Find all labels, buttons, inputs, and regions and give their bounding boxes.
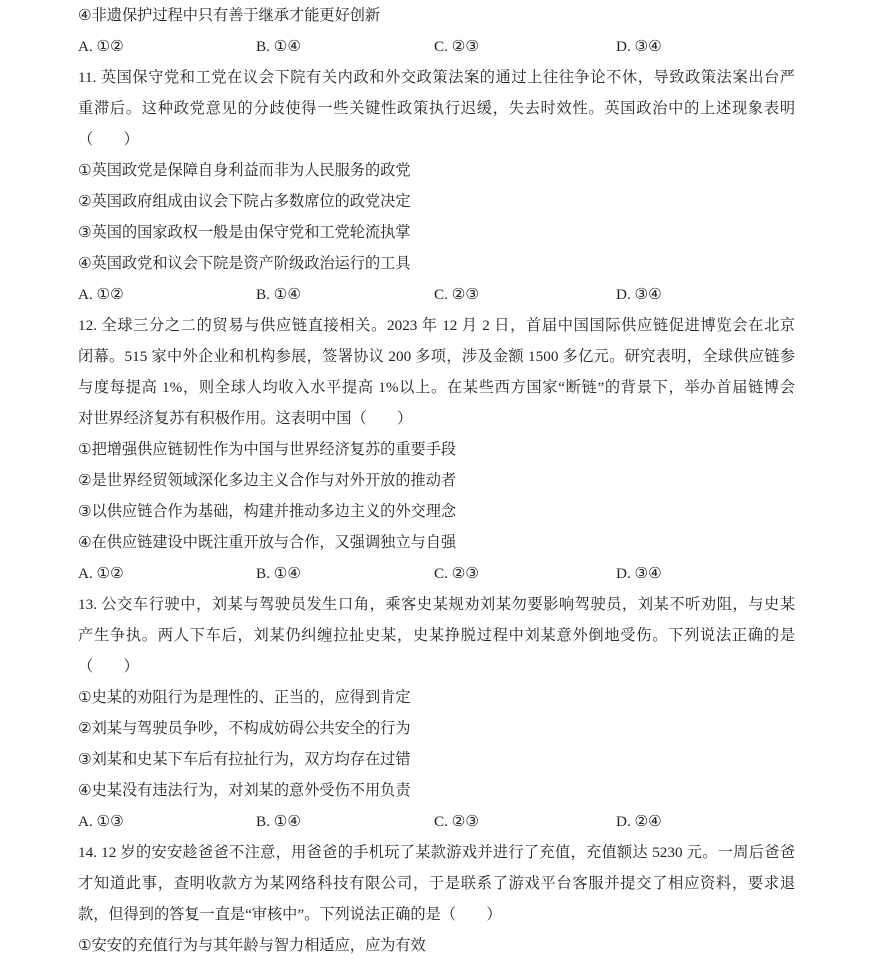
option-d: D. ③④	[616, 38, 662, 55]
question-item: ③刘某和史某下车后有拉扯行为，双方均存在过错	[78, 751, 411, 768]
question-stem-line: 重滞后。这种政党意见的分歧使得一些关键性政策执行迟缓，失去时效性。英国政治中的上述现象表明	[78, 100, 795, 117]
question-stem-line: 11. 英国保守党和工党在议会下院有关内政和外交政策法案的通过上往往争论不休，导致政策法案出台严	[78, 69, 795, 86]
question-stem-line: 闭幕。515 家中外企业和机构参展，签署协议 200 多项，涉及金额 1500 多亿元。研究表明，全球供应链参	[78, 348, 795, 365]
option-d: D. ②④	[616, 813, 662, 830]
option-c: C. ②③	[434, 38, 479, 55]
question-item: ②是世界经贸领域深化多边主义合作与对外开放的推动者	[78, 472, 457, 489]
question-stem-line: 才知道此事，查明收款方为某网络科技有限公司，于是联系了游戏平台客服并提交了相应资料，要求退	[78, 875, 795, 892]
options-row	[78, 31, 795, 62]
option-d: D. ③④	[616, 565, 662, 582]
question-item: ②英国政府组成由议会下院占多数席位的政党决定	[78, 193, 411, 210]
option-a: A. ①③	[78, 813, 124, 830]
question-10-carryover	[78, 0, 795, 62]
option-a: A. ①②	[78, 286, 124, 303]
option-b: B. ①④	[256, 38, 301, 55]
option-b: B. ①④	[256, 565, 301, 582]
question-item: ④在供应链建设中既注重开放与合作，又强调独立与自强	[78, 534, 457, 551]
option-c: C. ②③	[434, 813, 479, 830]
option-a: A. ①②	[78, 565, 124, 582]
question-12	[78, 310, 795, 589]
option-c: C. ②③	[434, 286, 479, 303]
question-item: ①史某的劝阻行为是理性的、正当的，应得到肯定	[78, 689, 411, 706]
answer-blank: （ ）	[78, 131, 139, 148]
question-item: ④英国政党和议会下院是资产阶级政治运行的工具	[78, 255, 411, 272]
question-14	[78, 837, 795, 961]
option-c: C. ②③	[434, 565, 479, 582]
question-item: ②刘某与驾驶员争吵，不构成妨碍公共安全的行为	[78, 720, 411, 737]
option-b: B. ①④	[256, 813, 301, 830]
option-d: D. ③④	[616, 286, 662, 303]
question-stem-line: 对世界经济复苏有积极作用。这表明中国（ ）	[78, 410, 413, 427]
answer-blank: （ ）	[78, 658, 139, 675]
question-13	[78, 589, 795, 837]
option-a: A. ①②	[78, 38, 124, 55]
question-item: ④史某没有违法行为，对刘某的意外受伤不用负责	[78, 782, 411, 799]
question-stem-line: 款，但得到的答复一直是“审核中”。下列说法正确的是（ ）	[78, 906, 502, 923]
option-b: B. ①④	[256, 286, 301, 303]
question-item: ①把增强供应链韧性作为中国与世界经济复苏的重要手段	[78, 441, 457, 458]
question-11	[78, 62, 795, 310]
question-stem-line: 13. 公交车行驶中，刘某与驾驶员发生口角，乘客史某规劝刘某勿要影响驾驶员，刘某不听劝阻，与史某	[78, 596, 795, 613]
options-row	[78, 806, 795, 837]
question-item: ④非遗保护过程中只有善于继承才能更好创新	[78, 7, 381, 24]
options-row	[78, 279, 795, 310]
options-row	[78, 558, 795, 589]
question-item: ①英国政党是保障自身利益而非为人民服务的政党	[78, 162, 411, 179]
question-item: ③以供应链合作为基础，构建并推动多边主义的外交理念	[78, 503, 457, 520]
question-stem-line: 14. 12 岁的安安趁爸爸不注意，用爸爸的手机玩了某款游戏并进行了充值，充值额达 5230 元。一周后爸爸	[78, 844, 795, 861]
question-stem-line: 与度每提高 1%，则全球人均收入水平提高 1%以上。在某些西方国家“断链”的背景下，举办首届链博会	[78, 379, 795, 396]
question-stem-line: 12. 全球三分之二的贸易与供应链直接相关。2023 年 12 月 2 日，首届中国国际供应链促进博览会在北京	[78, 317, 795, 334]
question-item: ①安安的充值行为与其年龄与智力相适应，应为有效	[78, 937, 426, 954]
question-item: ③英国的国家政权一般是由保守党和工党轮流执掌	[78, 224, 411, 241]
question-stem-line: 产生争执。两人下车后，刘某仍纠缠拉扯史某，史某挣脱过程中刘某意外倒地受伤。下列说法正确的是	[78, 627, 795, 644]
